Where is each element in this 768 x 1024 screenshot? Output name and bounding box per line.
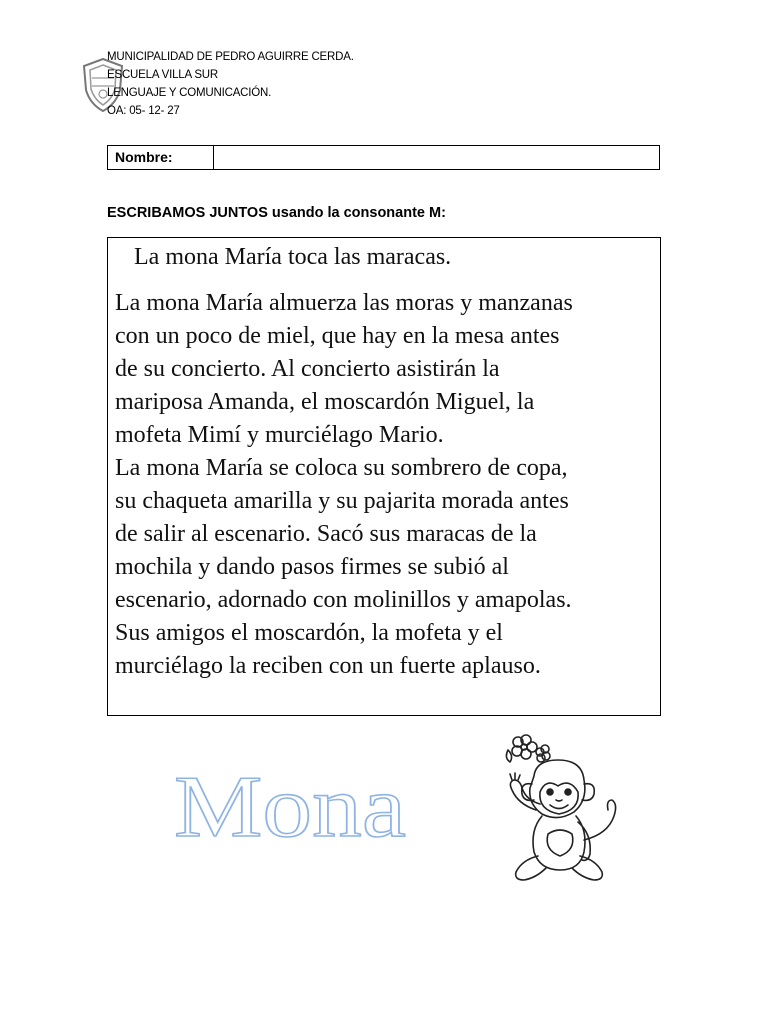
outline-word-text: Mona: [174, 759, 406, 852]
name-label: Nombre:: [108, 146, 214, 169]
instruction-heading: ESCRIBAMOS JUNTOS usando la consonante M:: [107, 205, 446, 221]
school-line: ESCUELA VILLA SUR: [107, 69, 219, 81]
story-line: de salir al escenario. Sacó sus maracas de la: [115, 521, 537, 547]
objectives-line: OA: 05- 12- 27: [107, 105, 180, 117]
story-line: La mona María se coloca su sombrero de copa,: [115, 455, 568, 481]
flower-icon: [506, 735, 550, 762]
subject-line: LENGUAJE Y COMUNICACIÓN.: [107, 87, 272, 99]
story-box: [107, 237, 661, 716]
municipality-line: MUNICIPALIDAD DE PEDRO AGUIRRE CERDA.: [107, 51, 354, 63]
story-line: escenario, adornado con molinillos y amapolas.: [115, 587, 572, 613]
story-line: su chaqueta amarilla y su pajarita morada antes: [115, 488, 569, 514]
story-line: mariposa Amanda, el moscardón Miguel, la: [115, 389, 535, 415]
monkey-icon: [496, 730, 636, 890]
story-line: de su concierto. Al concierto asistirán la: [115, 356, 500, 382]
school-header: [107, 48, 354, 120]
story-line: mochila y dando pasos firmes se subió al: [115, 554, 509, 580]
story-line: con un poco de miel, que hay en la mesa antes: [115, 323, 560, 349]
name-field[interactable]: [214, 146, 659, 169]
name-table: [107, 145, 660, 170]
story-line: murciélago la reciben con un fuerte aplauso.: [115, 653, 541, 679]
story-line: mofeta Mimí y murciélago Mario.: [115, 422, 444, 448]
story-line: La mona María almuerza las moras y manzanas: [115, 290, 573, 316]
story-title: La mona María toca las maracas.: [134, 244, 452, 270]
outline-word-art: [172, 756, 412, 852]
story-line: Sus amigos el moscardón, la mofeta y el: [115, 620, 503, 646]
story-body: [115, 287, 660, 683]
